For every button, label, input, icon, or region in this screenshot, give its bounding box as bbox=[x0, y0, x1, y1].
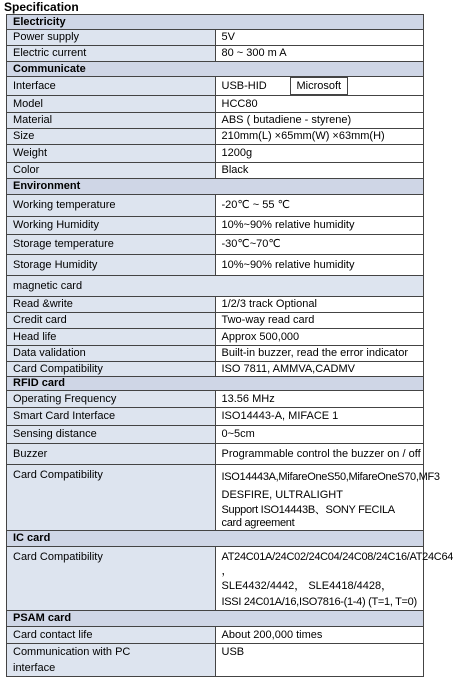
section-title: Communicate bbox=[7, 62, 424, 77]
table-row bbox=[7, 163, 424, 179]
row-label: Operating Frequency bbox=[7, 391, 216, 408]
row-label: Model bbox=[7, 96, 216, 113]
row-value: Programmable control the buzzer on / off bbox=[215, 444, 424, 465]
row-label: Working temperature bbox=[7, 195, 216, 217]
row-label: Color bbox=[7, 163, 216, 179]
table-row bbox=[7, 465, 424, 531]
ic-compat-line-1: AT24C01A/24C02/24C04/24C08/24C16/AT24C64 ， bbox=[221, 551, 453, 577]
section-magnetic-card bbox=[7, 276, 424, 297]
table-row bbox=[7, 217, 424, 235]
row-value: Two-way read card bbox=[215, 313, 424, 329]
row-value: ABS ( butadiene - styrene) bbox=[215, 113, 424, 129]
section-title: RFID card bbox=[7, 377, 424, 391]
row-value: Built-in buzzer, read the error indicator bbox=[215, 346, 424, 362]
row-value: 1200g bbox=[215, 145, 424, 163]
spec-table bbox=[6, 14, 453, 677]
row-value: ISO 7811, AMMVA,CADMV bbox=[215, 362, 424, 377]
row-value: Black bbox=[215, 163, 424, 179]
section-psam-card bbox=[7, 611, 424, 627]
section-electricity bbox=[7, 15, 424, 30]
table-row bbox=[7, 46, 424, 62]
section-environment bbox=[7, 179, 424, 195]
interface-value: USB-HID bbox=[221, 80, 267, 92]
comm-pc-label-line-2: interface bbox=[13, 662, 56, 674]
section-title: Electricity bbox=[7, 15, 424, 30]
table-row bbox=[7, 77, 424, 96]
row-label: Sensing distance bbox=[7, 426, 216, 444]
row-value: HCC80 bbox=[215, 96, 424, 113]
table-row bbox=[7, 297, 424, 313]
table-row bbox=[7, 329, 424, 346]
table-row bbox=[7, 129, 424, 145]
row-value: ISO14443-A, MIFACE 1 bbox=[215, 408, 424, 426]
table-row bbox=[7, 426, 424, 444]
table-row bbox=[7, 362, 424, 377]
rfid-compat-line-3: Support ISO14443B、SONY FECILA card agreement bbox=[221, 504, 395, 529]
page-title: Specification bbox=[4, 0, 79, 14]
table-row bbox=[7, 195, 424, 217]
table-row bbox=[7, 96, 424, 113]
ic-compat-line-2: SLE4432/4442， SLE4418/4428， bbox=[221, 580, 393, 592]
row-label: Interface bbox=[7, 77, 216, 96]
row-value: 80 ~ 300 m A bbox=[215, 46, 424, 62]
table-row bbox=[7, 235, 424, 255]
table-row bbox=[7, 30, 424, 46]
row-label: Data validation bbox=[7, 346, 216, 362]
table-row bbox=[7, 145, 424, 163]
row-value: -20℃ ~ 55 ℃ bbox=[215, 195, 424, 217]
row-label: Power supply bbox=[7, 30, 216, 46]
section-title: PSAM card bbox=[7, 611, 424, 627]
row-label: Working Humidity bbox=[7, 217, 216, 235]
row-value: 13.56 MHz bbox=[215, 391, 424, 408]
row-label: Electric current bbox=[7, 46, 216, 62]
table-row bbox=[7, 391, 424, 408]
row-label bbox=[7, 644, 216, 677]
row-value: 210mm(L) ×65mm(W) ×63mm(H) bbox=[215, 129, 424, 145]
row-label: Weight bbox=[7, 145, 216, 163]
section-communicate bbox=[7, 62, 424, 77]
table-row bbox=[7, 113, 424, 129]
table-row bbox=[7, 255, 424, 276]
row-label: Material bbox=[7, 113, 216, 129]
section-title: IC card bbox=[7, 531, 424, 547]
rfid-compat-line-1: ISO14443A,MifareOneS50,MifareOneS70,MF3 bbox=[221, 471, 440, 483]
row-label: Size bbox=[7, 129, 216, 145]
row-label: Card Compatibility bbox=[7, 362, 216, 377]
row-label: Card Compatibility bbox=[7, 465, 216, 531]
row-value: 10%~90% relative humidity bbox=[215, 217, 424, 235]
rfid-compat-line-2: DESFIRE, ULTRALIGHT bbox=[221, 489, 343, 501]
row-label: Storage temperature bbox=[7, 235, 216, 255]
table-row bbox=[7, 444, 424, 465]
row-label: Head life bbox=[7, 329, 216, 346]
row-value: 1/2/3 track Optional bbox=[215, 297, 424, 313]
row-value bbox=[215, 77, 424, 96]
row-label: Read &write bbox=[7, 297, 216, 313]
table-row bbox=[7, 644, 424, 677]
table-row bbox=[7, 313, 424, 329]
table-row bbox=[7, 627, 424, 644]
row-value: Approx 500,000 bbox=[215, 329, 424, 346]
spec-table-wrapper bbox=[6, 14, 453, 677]
ic-compat-line-3: ISSI 24C01A/16,ISO7816-(1-4) (T=1, T=0) bbox=[221, 596, 417, 608]
row-label: Card contact life bbox=[7, 627, 216, 644]
section-rfid-card bbox=[7, 377, 424, 391]
section-title: magnetic card bbox=[7, 276, 424, 297]
table-row bbox=[7, 346, 424, 362]
interface-value-2: Microsoft bbox=[290, 77, 349, 95]
table-row bbox=[7, 547, 424, 611]
row-label: Storage Humidity bbox=[7, 255, 216, 276]
comm-pc-label-line-1: Communication with PC bbox=[13, 646, 131, 658]
row-label: Buzzer bbox=[7, 444, 216, 465]
row-value bbox=[215, 465, 440, 531]
row-value: USB bbox=[215, 644, 424, 677]
row-value bbox=[215, 547, 453, 611]
row-label: Credit card bbox=[7, 313, 216, 329]
row-value: -30℃~70℃ bbox=[215, 235, 424, 255]
row-label: Card Compatibility bbox=[7, 547, 216, 611]
row-label: Smart Card Interface bbox=[7, 408, 216, 426]
row-value: 10%~90% relative humidity bbox=[215, 255, 424, 276]
row-value: 0~5cm bbox=[215, 426, 424, 444]
table-row bbox=[7, 408, 424, 426]
section-ic-card bbox=[7, 531, 424, 547]
section-title: Environment bbox=[7, 179, 424, 195]
row-value: About 200,000 times bbox=[215, 627, 424, 644]
row-value: 5V bbox=[215, 30, 424, 46]
